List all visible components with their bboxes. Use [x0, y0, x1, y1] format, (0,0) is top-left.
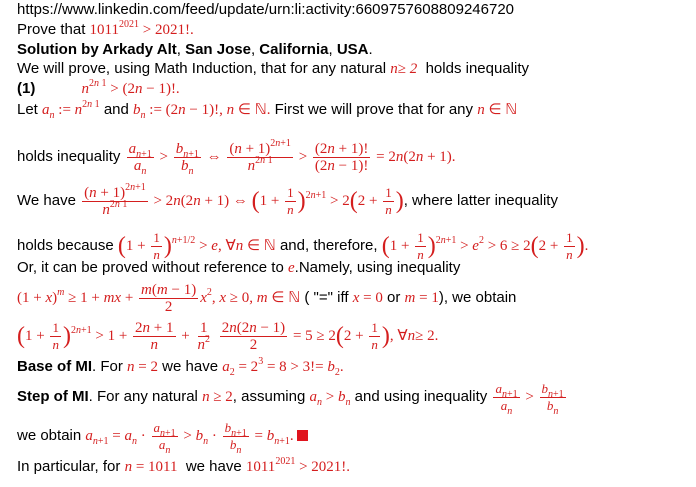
base-of-mi: Base of MI. For n = 2 we have $a_2 = 2^3 = 8 > 3!= b_2$. [17, 356, 344, 378]
expansion-line: (1 + $\frac{1}{n}$ )$^{2n+1}$ > 1 + $\frac{2n + 1}{n}$ + $\frac{1}{n^2}$ $\frac{2n(2n - 1)}{2}$ = 5 ≥ 2(2 + $\frac{1}{n}$ ), ∀n≥ 2. [17, 320, 439, 354]
problem-statement: Prove that $1011^{2021} > 2021$!. [17, 19, 194, 38]
source-url[interactable]: https://www.linkedin.com/feed/update/urn:li:activity:6609757608809246720 [17, 1, 514, 18]
holds-because-line: holds because (1 + $\frac{1}{n}$ )$^{n+1/2}$ > e, ∀n ∈ ℕ and, therefore, (1 + $\frac{1}{n}$ )$^{2n+1} > e^2 > 6 \ge 2(2$ + $\frac{1}{n}$ ). [17, 230, 589, 262]
conclusion-step: we obtain $a_{n+1} = a_n$ · $\frac{a_{n+1}}{a_n}$ > $b_n$ · $\frac{b_{n+1}}{b_n}$ = $b_{n+1}$. [17, 420, 308, 453]
final-statement: In particular, for n = 1011 we have $1011^{2021} > 2021$!. [17, 456, 351, 475]
intro-text: We will prove, using Math Induction, that for any natural n≥ 2 holds inequality [17, 60, 529, 77]
qed-square-icon [297, 430, 308, 441]
bernoulli-inequality: $(1 + x)^m \ge 1$ + mx + $\frac{m(m - 1)}{2}$ $x^2$, x ≥ 0, m ∈ ℕ ( "=" iff x = 0 or m = 1), we obtain [17, 282, 517, 316]
we-have-line: We have $\frac{(n + 1)^{2n+1}}{n^{2n 1}}$ > 2n(2n + 1) ⇔ (1 + $\frac{1}{n}$ )$^{2n+1}$ > 2(2 + $\frac{1}{n}$ ), where latter inequality [17, 182, 558, 219]
ratio-inequality: holds inequality $\frac{a_{n+1}}{a_n}$ > $\frac{b_{n+1}}{b_n}$ ⇔ $\frac{(n + 1)^{2n+1}}{n^{2n 1}}$ > $\frac{(2n + 1)!}{(2n - 1)!}$ = 2n(2n + 1). [17, 138, 456, 178]
definitions-line: Let $a_n$ := $n^{2n 1}$ and $b_n$ := (2n − 1)!, n ∈ ℕ. First we will prove that for any n ∈ ℕ [17, 99, 518, 121]
alternative-proof-line: Or, it can be proved without reference to e.Namely, using inequality [17, 259, 461, 276]
inequality-1: (1) $n^{2n 1} > (2n - 1)$!. [17, 78, 180, 97]
solution-byline: Solution by Arkady Alt, San Jose, California, USA. [17, 41, 373, 58]
step-of-mi: Step of MI. For any natural n ≥ 2, assuming $a_n > b_n$ and using inequality $\frac{a_{n+1}}{a_n}$ > $\frac{b_{n+1}}{b_n}$ [17, 381, 564, 417]
